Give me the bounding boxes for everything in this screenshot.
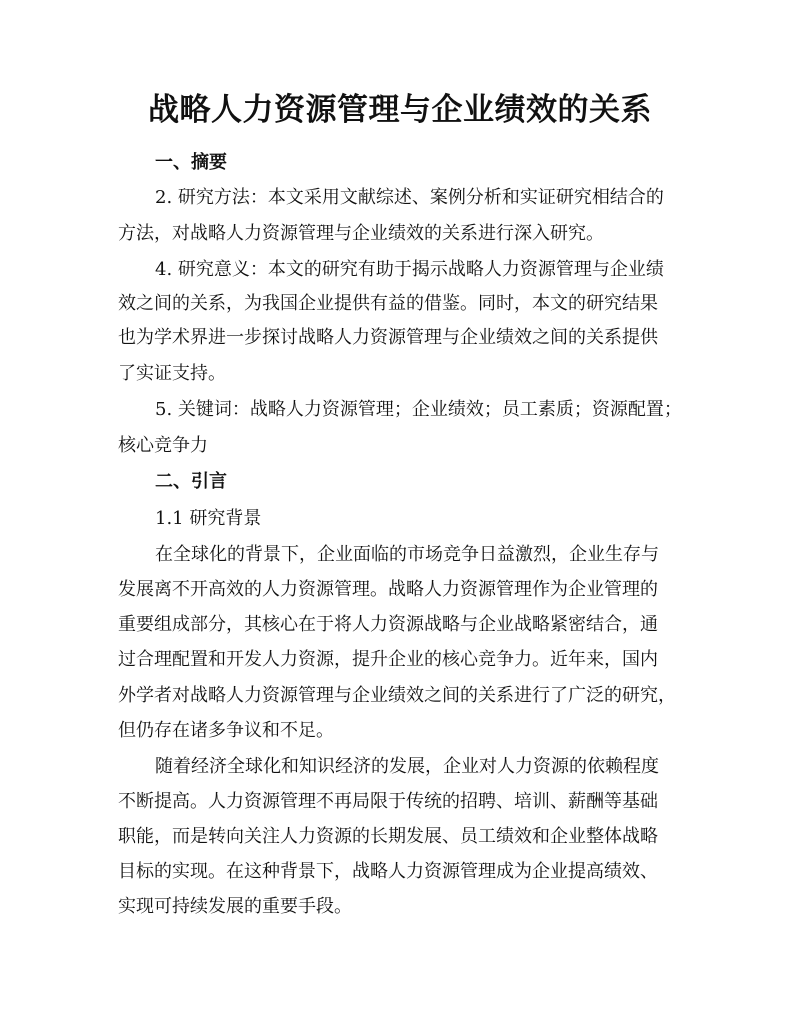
- text-line: 方法，对战略人力资源管理与企业绩效的关系进行深入研究。: [118, 223, 604, 244]
- text-line: 但仍存在诸多争议和不足。: [118, 720, 334, 741]
- section-heading-introduction: 二、引言: [155, 471, 227, 492]
- text-line: 随着经济全球化和知识经济的发展，企业对人力资源的依赖程度: [155, 756, 659, 777]
- text-line: 5. 关键词：战略人力资源管理；企业绩效；员工素质；资源配置；: [155, 399, 682, 420]
- section-heading-abstract: 一、摘要: [155, 152, 227, 173]
- text-line: 不断提高。人力资源管理不再局限于传统的招聘、培训、薪酬等基础: [118, 791, 658, 812]
- text-line: 也为学术界进一步探讨战略人力资源管理与企业绩效之间的关系提供: [118, 327, 658, 348]
- text-line: 在全球化的背景下，企业面临的市场竞争日益激烈，企业生存与: [155, 544, 659, 565]
- text-line: 效之间的关系，为我国企业提供有益的借鉴。同时，本文的研究结果: [118, 293, 658, 314]
- text-line: 核心竞争力: [118, 435, 208, 456]
- text-line: 外学者对战略人力资源管理与企业绩效之间的关系进行了广泛的研究，: [118, 685, 676, 706]
- text-line: 了实证支持。: [118, 363, 226, 384]
- document-title: 战略人力资源管理与企业绩效的关系: [148, 92, 652, 128]
- text-line: 重要组成部分，其核心在于将人力资源战略与企业战略紧密结合，通: [118, 614, 658, 635]
- text-line: 职能，而是转向关注人力资源的长期发展、员工绩效和企业整体战略: [118, 826, 658, 847]
- text-line: 4. 研究意义：本文的研究有助于揭示战略人力资源管理与企业绩: [155, 259, 664, 280]
- text-line: 发展离不开高效的人力资源管理。战略人力资源管理作为企业管理的: [118, 579, 658, 600]
- subsection-heading-background: 1.1 研究背景: [155, 508, 262, 529]
- text-line: 目标的实现。在这种背景下，战略人力资源管理成为企业提高绩效、: [118, 861, 658, 882]
- text-line: 实现可持续发展的重要手段。: [118, 896, 352, 917]
- text-line: 过合理配置和开发人力资源，提升企业的核心竞争力。近年来，国内: [118, 649, 658, 670]
- text-line: 2. 研究方法：本文采用文献综述、案例分析和实证研究相结合的: [155, 187, 664, 208]
